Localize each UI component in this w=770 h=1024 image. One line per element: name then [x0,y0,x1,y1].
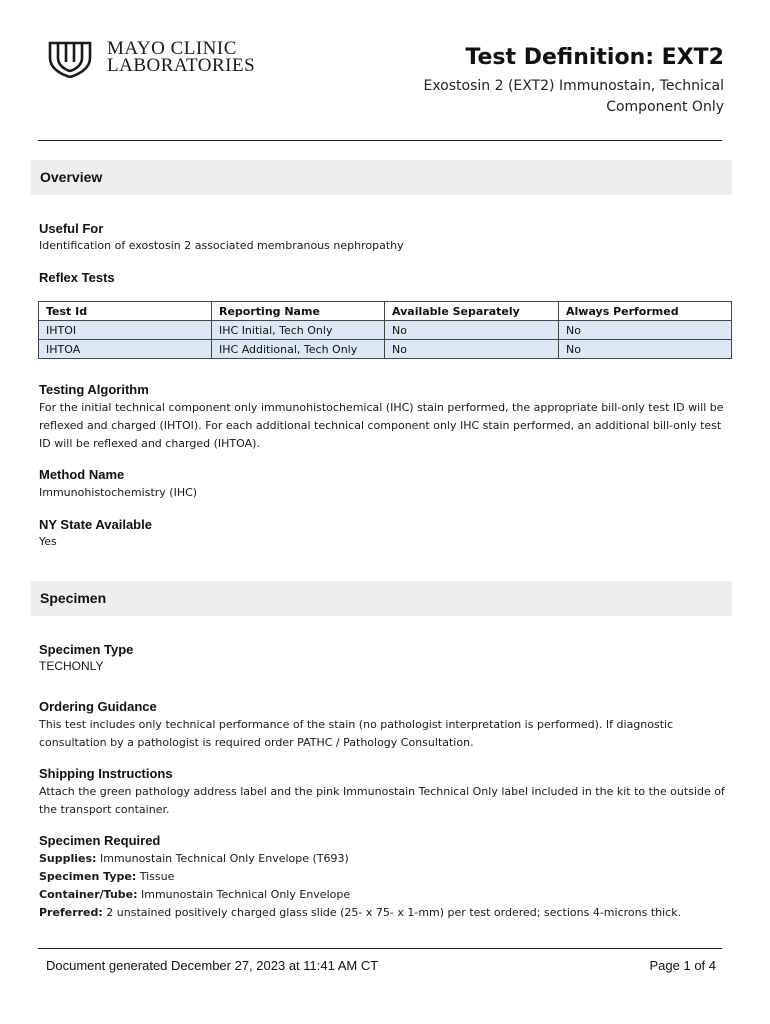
list-item: Supplies: Immunostain Technical Only Envelope (T693) [39,852,349,865]
ordering-guidance-heading: Ordering Guidance [39,699,157,714]
ordering-guidance-text: This test includes only technical performance of the stain (no pathologist interpretation is performed). If diagnostic consultation by a pathologist is required order PATHC / Pathology Consultation. [39,718,674,749]
table-cell: No [559,340,732,359]
list-item: Preferred: 2 unstained positively charged glass slide (25- x 75- x 1-mm) per test ordered; sections 4-microns thick. [39,906,682,919]
page-number: Page 1 of 4 [649,958,716,973]
ny-state-heading: NY State Available [39,517,152,532]
specimen-type-heading: Specimen Type [39,642,134,657]
shipping-instructions-text: Attach the green pathology address label and the pink Immunostain Technical Only label included in the kit to the outside of the transport container. [39,785,725,816]
specimen-required-list [39,850,729,922]
list-item: Specimen Type: Tissue [39,870,175,883]
mayo-shield-icon [46,40,94,78]
table-cell: IHTOI [39,321,212,340]
list-item: Container/Tube: Immunostain Technical Only Envelope [39,888,351,901]
section-specimen: Specimen [31,581,732,616]
reflex-tests-table [38,301,732,359]
table-header-row [39,302,732,321]
logo-line-1: MAYO CLINIC [107,38,237,59]
useful-for-heading: Useful For [39,221,104,236]
table-row [39,321,732,340]
page-subtitle: Exostosin 2 (EXT2) Immunostain, Technical Component Only [423,78,724,115]
table-row [39,340,732,359]
header-divider [38,140,722,141]
ny-state-text: Yes [39,535,57,548]
table-cell: No [385,321,559,340]
method-name-text: Immunohistochemistry (IHC) [39,486,198,499]
testing-algorithm-heading: Testing Algorithm [39,382,149,397]
column-header: Available Separately [385,302,559,321]
section-overview: Overview [31,160,732,195]
logo-line-2: LABORATORIES [107,55,256,76]
table-cell: IHTOA [39,340,212,359]
reflex-tests-heading: Reflex Tests [39,270,115,285]
useful-for-text: Identification of exostosin 2 associated membranous nephropathy [39,239,404,252]
document-generated-date: Document generated December 27, 2023 at 11:41 AM CT [46,958,379,973]
column-header: Always Performed [559,302,732,321]
column-header: Test Id [39,302,212,321]
column-header: Reporting Name [212,302,385,321]
testing-algorithm-text: For the initial technical component only immunohistochemical (IHC) stain performed, the appropriate bill-only test ID will be reflexed and charged (IHTOI). For each additional technical component only IHC stain performed, an additional bill-only test ID will be reflexed and charged (IHTOA). [39,401,724,450]
page-title: Test Definition: EXT2 [465,45,724,70]
table-cell: No [559,321,732,340]
mayo-clinic-logo [46,40,255,78]
specimen-type-text: TECHONLY [39,659,104,673]
table-cell: IHC Additional, Tech Only [212,340,385,359]
table-cell: IHC Initial, Tech Only [212,321,385,340]
table-cell: No [385,340,559,359]
footer-divider [38,948,722,949]
shipping-instructions-heading: Shipping Instructions [39,766,173,781]
specimen-required-heading: Specimen Required [39,833,161,848]
method-name-heading: Method Name [39,467,125,482]
